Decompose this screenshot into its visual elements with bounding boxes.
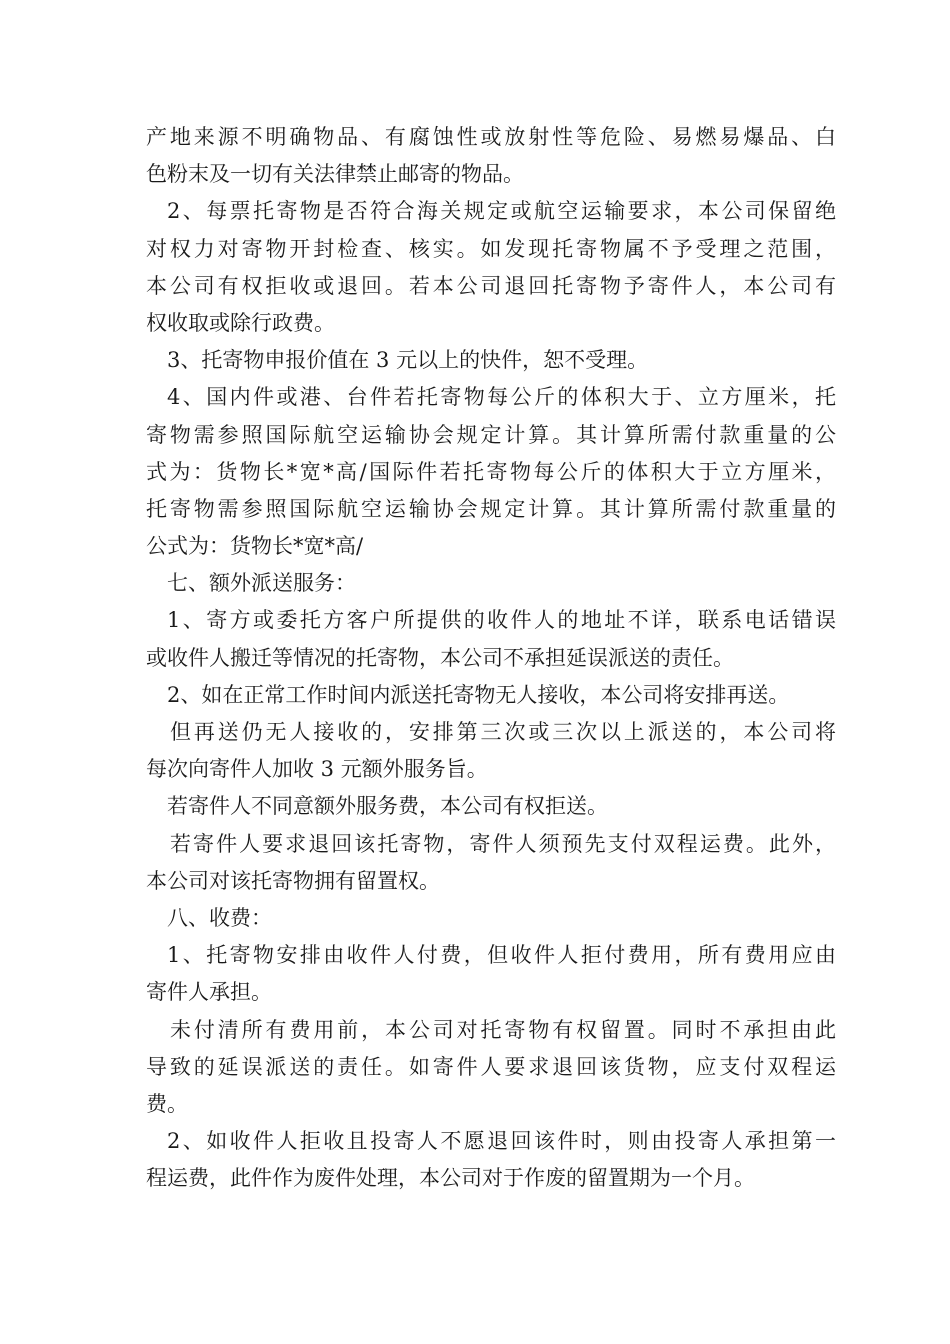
text-line: 4、国内件或港、台件若托寄物每公斤的体积大于、立方厘米，托 [167,385,836,410]
text-line: 2、每票托寄物是否符合海关规定或航空运输要求，本公司保留绝 [167,199,836,224]
text-line: 但再送仍无人接收的，安排第三次或三次以上派送的，本公司将 [170,720,836,744]
text-line: 公式为：货物长*宽*高/ [146,534,364,559]
text-line: 导致的延误派送的责任。如寄件人要求退回该货物，应支付双程运 [146,1054,836,1079]
text-line: 寄件人承担。 [146,980,272,1005]
text-line: 费。 [146,1091,188,1116]
text-line: 本公司有权拒收或退回。若本公司退回托寄物予寄件人，本公司有 [146,273,836,298]
text-line: 若寄件人不同意额外服务费，本公司有权拒送。 [167,794,608,819]
text-line: 1、寄方或委托方客户所提供的收件人的地址不详，联系电话错误 [167,608,836,633]
text-line: 托寄物需参照国际航空运输协会规定计算。其计算所需付款重量的 [146,496,836,521]
text-line: 2、如收件人拒收且投寄人不愿退回该件时，则由投寄人承担第一 [167,1129,836,1154]
text-line: 七、额外派送服务： [167,571,356,596]
text-line: 色粉末及一切有关法律禁止邮寄的物品。 [146,162,524,187]
text-line: 未付清所有费用前，本公司对托寄物有权留置。同时不承担由此 [170,1017,836,1042]
text-line: 程运费，此件作为废件处理，本公司对于作废的留置期为一个月。 [146,1166,755,1191]
text-line: 3、托寄物申报价值在 3 元以上的快件，恕不受理。 [167,348,649,373]
text-line: 八、收费： [167,905,272,930]
text-line: 权收取或除行政费。 [146,310,335,335]
text-line: 或收件人搬迁等情况的托寄物，本公司不承担延误派送的责任。 [146,645,734,670]
text-line: 式为：货物长*宽*高/国际件若托寄物每公斤的体积大于立方厘米， [146,459,836,484]
text-line: 1、托寄物安排由收件人付费，但收件人拒付费用，所有费用应由 [167,943,836,968]
text-line: 2、如在正常工作时间内派送托寄物无人接收，本公司将安排再送。 [167,682,790,707]
text-line: 若寄件人要求退回该托寄物，寄件人须预先支付双程运费。此外， [170,831,836,856]
document-body [146,119,836,1197]
text-line: 寄物需参照国际航空运输协会规定计算。其计算所需付款重量的公 [146,422,836,447]
text-line: 每次向寄件人加收 3 元额外服务旨。 [146,757,488,782]
text-line: 产地来源不明确物品、有腐蚀性或放射性等危险、易燃易爆品、白 [146,125,836,149]
text-line: 对权力对寄物开封检查、核实。如发现托寄物属不予受理之范围， [146,236,836,261]
text-line: 本公司对该托寄物拥有留置权。 [146,868,440,893]
